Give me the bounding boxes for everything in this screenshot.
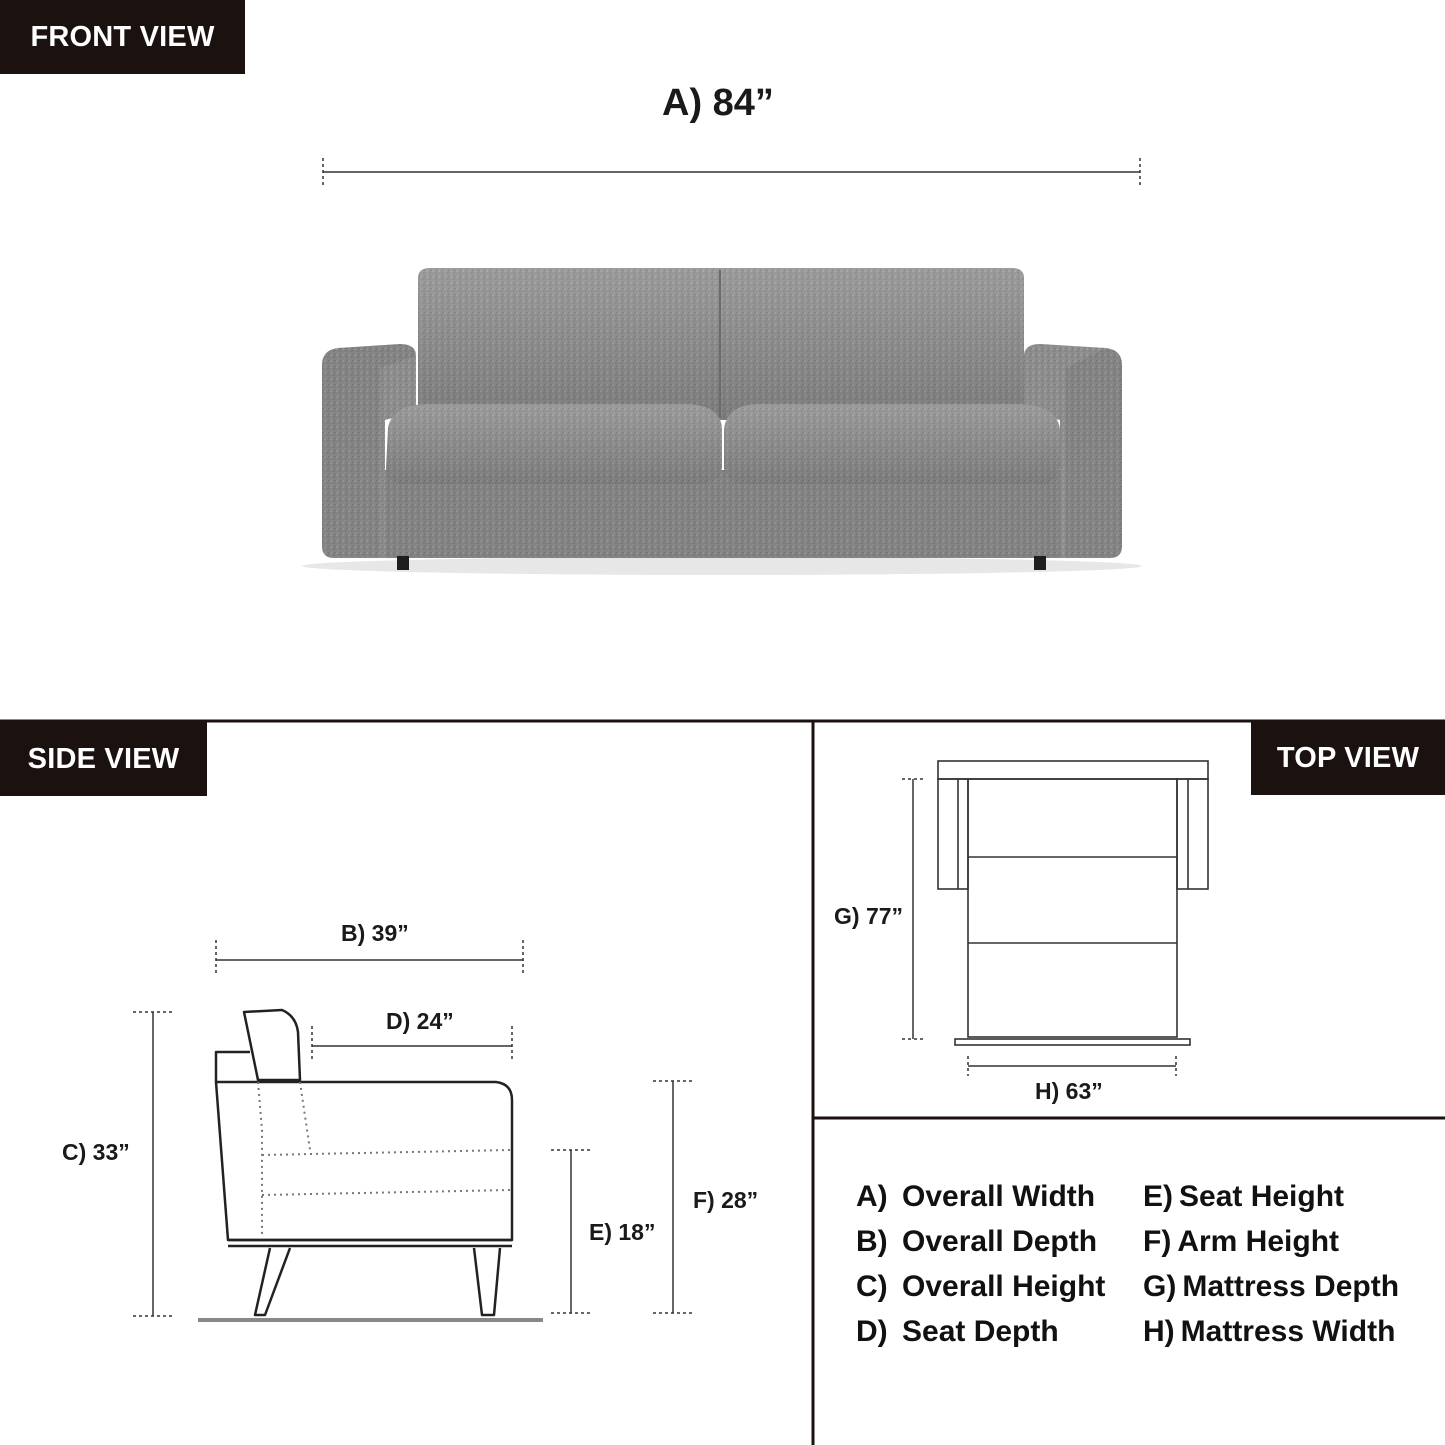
legend-label: Mattress Depth [1182,1270,1400,1303]
legend-label: Arm Height [1177,1225,1340,1258]
front-view-label: FRONT VIEW [30,20,215,53]
dimension-c-label: C) 33” [62,1139,130,1165]
side-view-label: SIDE VIEW [27,742,180,775]
legend-item [1143,1264,1399,1309]
dimension-d-label: D) 24” [386,1008,454,1034]
dimension-a-label: A) 84” [662,82,774,124]
dimension-f-label: F) 28” [693,1187,759,1213]
legend-key: C) [856,1270,888,1303]
dimension-h-label: H) 63” [1035,1078,1103,1104]
legend-label: Seat Height [1179,1180,1345,1213]
legend-item [856,1219,1105,1264]
dimension-g-label: G) 77” [834,903,904,929]
legend-left-column [856,1174,1105,1354]
legend-label: Overall Width [902,1180,1096,1213]
legend-item [856,1309,1105,1354]
legend-label: Seat Depth [902,1315,1059,1348]
legend-key: D) [856,1315,888,1348]
legend-item [1143,1309,1399,1354]
legend-label: Mattress Width [1180,1315,1396,1348]
dimension-b-label: B) 39” [341,920,409,946]
legend-item [856,1264,1105,1309]
legend-item [1143,1174,1399,1219]
legend-right-column [1143,1174,1399,1354]
legend-label: Overall Depth [902,1225,1098,1258]
legend-item [1143,1219,1399,1264]
legend-item [856,1174,1105,1219]
dimension-e-label: E) 18” [589,1219,656,1245]
legend-label: Overall Height [902,1270,1106,1303]
legend-key: F) [1143,1225,1172,1258]
legend-key: E) [1143,1180,1173,1213]
legend-key: G) [1143,1270,1177,1303]
top-view-label: TOP VIEW [1276,742,1420,774]
legend-key: A) [856,1180,888,1213]
legend-key: H) [1143,1315,1175,1348]
legend-key: B) [856,1225,888,1258]
